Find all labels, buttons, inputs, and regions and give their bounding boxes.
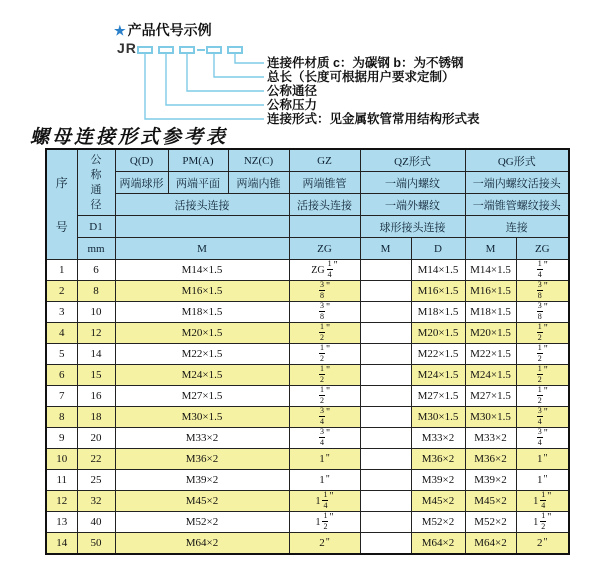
table-row (46, 533, 569, 555)
qz-m-cell (360, 533, 411, 555)
qg-m-cell: M22×1.5 (465, 344, 516, 365)
dn-cell: 22 (77, 449, 115, 470)
header-qg-code: QG形式 (465, 149, 569, 172)
qz-m-cell (360, 281, 411, 302)
serial-cell: 7 (46, 386, 77, 407)
qg-m-cell: M18×1.5 (465, 302, 516, 323)
qg-zg-cell: $\frac{3}{8}$ " (516, 281, 569, 302)
gz-zg-cell: 1 $\frac{1}{2}$ " (289, 512, 360, 533)
table-row (46, 512, 569, 533)
qz-d-cell: M24×1.5 (411, 365, 465, 386)
header-union-joint: 活接头连接 (115, 194, 289, 216)
qz-m-cell (360, 302, 411, 323)
serial-cell: 13 (46, 512, 77, 533)
table-row (46, 365, 569, 386)
label-pressure: 公称压力 (267, 98, 318, 112)
serial-cell: 9 (46, 428, 77, 449)
header-pm-code: PM(A) (168, 149, 228, 172)
m-thread-cell: M22×1.5 (115, 344, 289, 365)
m-thread-cell: M24×1.5 (115, 365, 289, 386)
label-material: 连接件材质 c：为碳钢 b：为不锈钢 (267, 56, 464, 70)
header-qz-m: M (360, 238, 411, 260)
gz-zg-cell: $\frac{3}{8}$ " (289, 281, 360, 302)
header-qz-row3: 一端外螺纹 (360, 194, 465, 216)
serial-cell: 4 (46, 323, 77, 344)
qg-m-cell: M45×2 (465, 491, 516, 512)
serial-cell: 1 (46, 260, 77, 281)
qg-m-cell: M24×1.5 (465, 365, 516, 386)
qg-m-cell: M39×2 (465, 470, 516, 491)
serial-cell: 3 (46, 302, 77, 323)
m-thread-cell: M14×1.5 (115, 260, 289, 281)
qz-m-cell (360, 512, 411, 533)
table-row (46, 491, 569, 512)
table-row (46, 344, 569, 365)
header-qg-m: M (465, 238, 516, 260)
qg-m-cell: M16×1.5 (465, 281, 516, 302)
dn-cell: 14 (77, 344, 115, 365)
label-length: 总长（长度可根据用户要求定制） (267, 70, 455, 84)
dn-cell: 50 (77, 533, 115, 555)
gz-zg-cell: $\frac{3}{8}$ " (289, 302, 360, 323)
label-diameter: 公称通径 (267, 84, 318, 98)
qz-m-cell (360, 407, 411, 428)
table-row (46, 470, 569, 491)
m-thread-cell: M18×1.5 (115, 302, 289, 323)
reference-table (45, 148, 570, 555)
dn-cell: 20 (77, 428, 115, 449)
gz-zg-cell: $\frac{1}{2}$ " (289, 344, 360, 365)
m-thread-cell: M45×2 (115, 491, 289, 512)
gz-zg-cell: $\frac{3}{4}$ " (289, 428, 360, 449)
qg-zg-cell: 1 $\frac{1}{2}$ " (516, 512, 569, 533)
header-qz-row2: 一端内螺纹 (360, 172, 465, 194)
m-thread-cell: M27×1.5 (115, 386, 289, 407)
code-box-icon (137, 46, 153, 54)
qz-m-cell (360, 491, 411, 512)
table-row (46, 407, 569, 428)
code-prefix: JR (117, 40, 137, 56)
table-row (46, 428, 569, 449)
qg-zg-cell: $\frac{3}{8}$ " (516, 302, 569, 323)
table-title: 螺母连接形式参考表 (30, 126, 229, 148)
header-q-code: Q(D) (115, 149, 168, 172)
m-thread-cell: M33×2 (115, 428, 289, 449)
table-row (46, 386, 569, 407)
header-nz-ends: 两端内锥 (228, 172, 289, 194)
dn-cell: 8 (77, 281, 115, 302)
header-mm: mm (77, 238, 115, 260)
serial-cell: 14 (46, 533, 77, 555)
qg-zg-cell: $\frac{3}{4}$ " (516, 407, 569, 428)
header-qz-row4: 球形接头连接 (360, 216, 465, 238)
qz-d-cell: M39×2 (411, 470, 465, 491)
table-row (46, 323, 569, 344)
table-row (46, 281, 569, 302)
diagram-title (114, 20, 212, 40)
header-q-ends: 两端球形 (115, 172, 168, 194)
header-serial: 序号 (46, 149, 77, 260)
star-icon: ★ (114, 23, 126, 38)
header-qg-row3: 一端锥管螺纹接头 (465, 194, 569, 216)
qg-m-cell: M27×1.5 (465, 386, 516, 407)
m-thread-cell: M64×2 (115, 533, 289, 555)
header-empty-gz (289, 216, 360, 238)
header-gz-ends: 两端锥管 (289, 172, 360, 194)
qg-m-cell: M64×2 (465, 533, 516, 555)
m-thread-cell: M16×1.5 (115, 281, 289, 302)
qg-zg-cell: $\frac{1}{2}$ " (516, 365, 569, 386)
qg-m-cell: M33×2 (465, 428, 516, 449)
qg-m-cell: M30×1.5 (465, 407, 516, 428)
serial-cell: 2 (46, 281, 77, 302)
qz-d-cell: M22×1.5 (411, 344, 465, 365)
dn-cell: 15 (77, 365, 115, 386)
qg-zg-cell: 1 $\frac{1}{4}$ " (516, 491, 569, 512)
table-row (46, 302, 569, 323)
qg-zg-cell: $\frac{1}{2}$ " (516, 386, 569, 407)
qz-d-cell: M45×2 (411, 491, 465, 512)
header-qg-zg: ZG (516, 238, 569, 260)
gz-zg-cell: $\frac{1}{2}$ " (289, 323, 360, 344)
dn-cell: 32 (77, 491, 115, 512)
serial-cell: 6 (46, 365, 77, 386)
qz-m-cell (360, 365, 411, 386)
dn-cell: 18 (77, 407, 115, 428)
serial-cell: 8 (46, 407, 77, 428)
qz-m-cell (360, 449, 411, 470)
qz-m-cell (360, 323, 411, 344)
dn-cell: 25 (77, 470, 115, 491)
label-connection: 连接形式：见金属软管常用结构形式表 (267, 112, 480, 126)
qz-m-cell (360, 428, 411, 449)
gz-zg-cell: ZG $\frac{1}{4}$ " (289, 260, 360, 281)
header-nz-code: NZ(C) (228, 149, 289, 172)
qz-m-cell (360, 260, 411, 281)
m-thread-cell: M36×2 (115, 449, 289, 470)
qg-zg-cell: 1" (516, 449, 569, 470)
gz-zg-cell: $\frac{1}{2}$ " (289, 365, 360, 386)
dn-cell: 40 (77, 512, 115, 533)
table-body (46, 260, 569, 555)
gz-zg-cell: 1" (289, 470, 360, 491)
qz-d-cell: M27×1.5 (411, 386, 465, 407)
qg-zg-cell: $\frac{1}{2}$ " (516, 344, 569, 365)
header-nominal-diameter: 公称通径 (77, 149, 115, 216)
serial-cell: 12 (46, 491, 77, 512)
qg-m-cell: M20×1.5 (465, 323, 516, 344)
header-qz-d: D (411, 238, 465, 260)
header-empty-left (115, 216, 289, 238)
qz-d-cell: M18×1.5 (411, 302, 465, 323)
dn-cell: 6 (77, 260, 115, 281)
qg-zg-cell: 1" (516, 470, 569, 491)
qz-m-cell (360, 344, 411, 365)
header-gz-code: GZ (289, 149, 360, 172)
header-zg: ZG (289, 238, 360, 260)
table-header (46, 149, 569, 260)
qg-zg-cell: $\frac{3}{4}$ " (516, 428, 569, 449)
m-thread-cell: M30×1.5 (115, 407, 289, 428)
qg-zg-cell: $\frac{1}{4}$ " (516, 260, 569, 281)
gz-zg-cell: $\frac{1}{2}$ " (289, 386, 360, 407)
serial-cell: 5 (46, 344, 77, 365)
m-thread-cell: M20×1.5 (115, 323, 289, 344)
dn-cell: 10 (77, 302, 115, 323)
gz-zg-cell: 1" (289, 449, 360, 470)
table-row (46, 449, 569, 470)
qg-m-cell: M52×2 (465, 512, 516, 533)
header-union-joint-gz: 活接头连接 (289, 194, 360, 216)
qg-zg-cell: 2" (516, 533, 569, 555)
qz-d-cell: M30×1.5 (411, 407, 465, 428)
gz-zg-cell: $\frac{3}{4}$ " (289, 407, 360, 428)
serial-cell: 11 (46, 470, 77, 491)
qz-d-cell: M52×2 (411, 512, 465, 533)
code-box-icon (158, 46, 174, 54)
header-qz-code: QZ形式 (360, 149, 465, 172)
header-m: M (115, 238, 289, 260)
qg-m-cell: M36×2 (465, 449, 516, 470)
header-qg-row2: 一端内螺纹活接头 (465, 172, 569, 194)
gz-zg-cell: 2" (289, 533, 360, 555)
dn-cell: 12 (77, 323, 115, 344)
qz-d-cell: M64×2 (411, 533, 465, 555)
dn-cell: 16 (77, 386, 115, 407)
qz-d-cell: M20×1.5 (411, 323, 465, 344)
diagram-title-text: 产品代号示例 (127, 22, 212, 38)
header-qg-row4: 连接 (465, 216, 569, 238)
qz-m-cell (360, 470, 411, 491)
qz-d-cell: M14×1.5 (411, 260, 465, 281)
header-pm-ends: 两端平面 (168, 172, 228, 194)
qg-m-cell: M14×1.5 (465, 260, 516, 281)
code-box-icon (206, 46, 222, 54)
qz-d-cell: M36×2 (411, 449, 465, 470)
code-box-icon (179, 46, 195, 54)
qz-d-cell: M33×2 (411, 428, 465, 449)
qz-d-cell: M16×1.5 (411, 281, 465, 302)
code-box-icon (227, 46, 243, 54)
header-d1: D1 (77, 216, 115, 238)
qz-m-cell (360, 386, 411, 407)
code-dash-icon (197, 49, 205, 51)
serial-cell: 10 (46, 449, 77, 470)
gz-zg-cell: 1 $\frac{1}{4}$ " (289, 491, 360, 512)
table-row (46, 260, 569, 281)
m-thread-cell: M52×2 (115, 512, 289, 533)
qg-zg-cell: $\frac{1}{2}$ " (516, 323, 569, 344)
m-thread-cell: M39×2 (115, 470, 289, 491)
